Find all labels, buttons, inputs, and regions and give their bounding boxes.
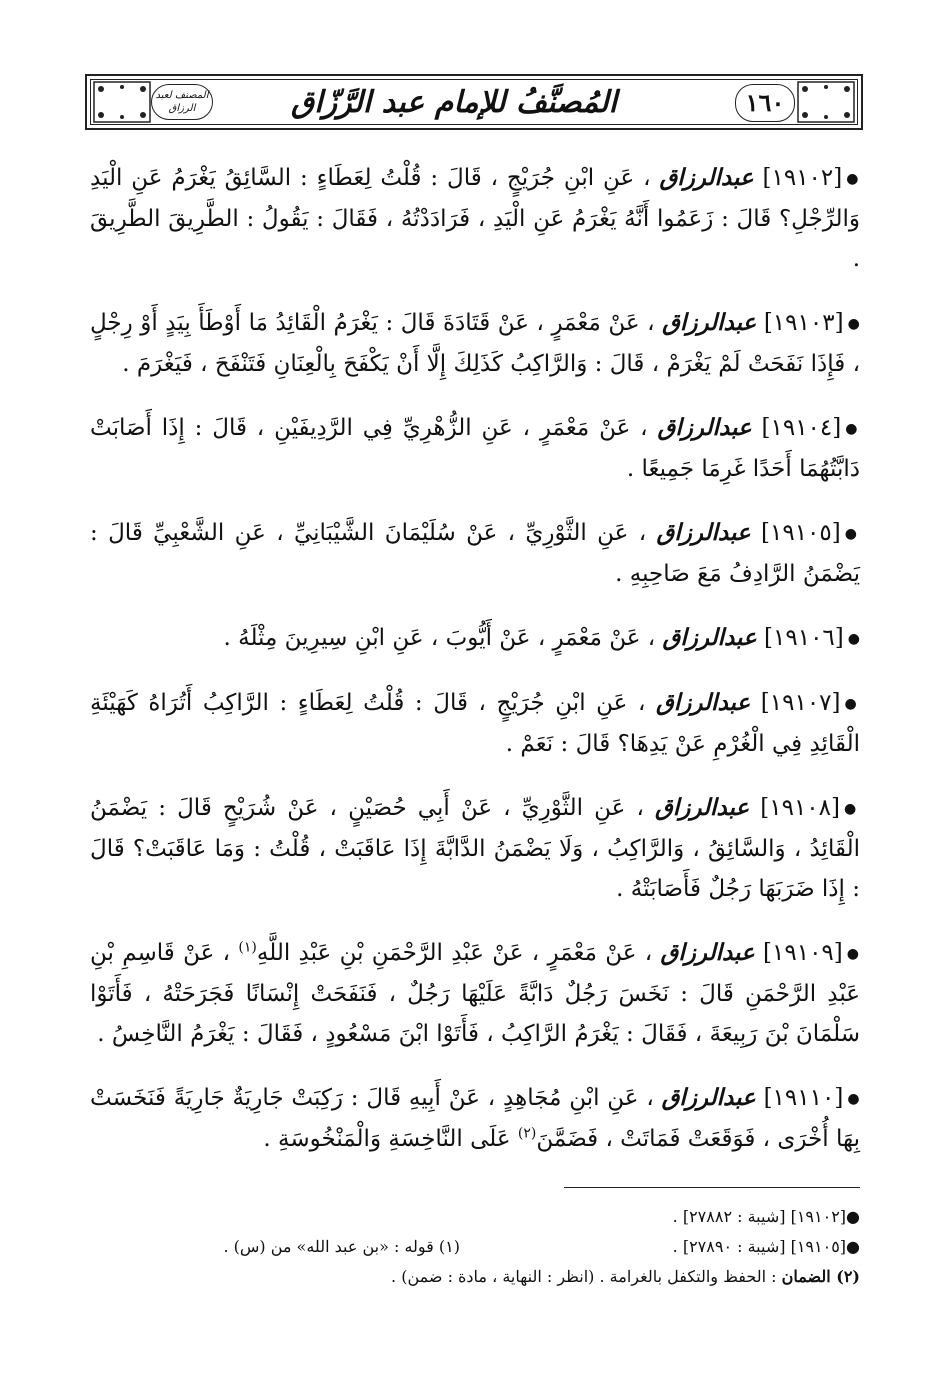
- hadith-entry: [90, 683, 860, 764]
- header-title: المُصنَّفُ للإمام عبد الرَّزّاق: [291, 85, 617, 120]
- hadith-entry: [90, 618, 860, 659]
- bullet-icon: ●: [845, 421, 861, 437]
- entry-text: ، عَنِ الثَّوْرِيِّ ، عَنْ سُلَيْمَانَ الشَّيْبَانِيِّ ، عَنِ الشَّعْبِيِّ قَالَ : يَضْمَنُ الرَّادِفُ مَعَ صَاحِبِهِ .: [90, 520, 860, 587]
- source-reference: [673, 1232, 860, 1262]
- entry-number: [١٩١٠٨]: [760, 795, 841, 821]
- entry-number: [١٩١٠٦]: [764, 625, 844, 651]
- entry-author: عبدالرزاق: [662, 624, 757, 651]
- entry-number: [١٩١١٠]: [763, 1085, 844, 1111]
- entry-text: ، عَنِ ابْنِ جُرَيْجٍ ، قَالَ : قُلْتُ لِعَطَاءٍ : السَّائِقُ يَغْرَمُ عَنِ الْيَدِ وَالرِّجْلِ؟ قَالَ : زَعَمُوا أَنَّهُ يَغْرَمُ عَنِ الْيَدِ ، فَرَادَدْتُهُ ، فَقَالَ : يَقُولُ : الطَّرِيقَ الطَّرِيقَ .: [90, 165, 860, 272]
- entry-text: ، عَنِ الثَّوْرِيِّ ، عَنْ أَبِي حُصَيْنٍ ، عَنْ شُرَيْحٍ قَالَ : يَضْمَنُ الْقَائِدُ ، وَالسَّائِقُ ، وَالرَّاكِبُ ، وَلَا يَضْمَنُ الدَّابَّةَ إِذَا عَاقَبَتْ ، قُلْتُ : وَمَا عَاقَبَتْ؟ قَالَ : إِذَا ضَرَبَهَا رَجُلٌ فَأَصَابَتْهُ .: [90, 795, 860, 902]
- footnote-separator: [564, 1187, 860, 1188]
- footnote-1: (١) قوله : «بن عبد الله» من (س) .: [223, 1237, 460, 1256]
- footnote-2-text: : الحفظ والتكفل بالغرامة . (انظر : النهاية ، مادة : ضمن) .: [391, 1267, 777, 1286]
- hadith-entry: [90, 303, 860, 384]
- bullet-icon: ●: [847, 316, 860, 332]
- entry-author: عبدالرزاق: [659, 164, 754, 191]
- entry-text: ، عَنْ مَعْمَرٍ ، عَنْ قَتَادَةَ قَالَ : يَغْرَمُ الْقَائِدُ مَا أَوْطَأَ بِيَدٍ أَوْ رِجْلٍ ، فَإِذَا نَفَحَتْ لَمْ يَغْرَمْ ، قَالَ : وَالرَّاكِبُ كَذَلِكَ إِلَّا أَنْ يَكْفَحَ بِالْعِنَانِ فَتَنْفَحَ ، فَيَغْرَمَ .: [90, 310, 860, 377]
- entry-author: عبدالرزاق: [657, 414, 752, 441]
- hadith-entry: [90, 158, 860, 279]
- hadith-entry: [90, 933, 860, 1054]
- entry-text: ، عَنْ مَعْمَرٍ ، عَنْ أَيُّوبَ ، عَنِ ابْنِ سِيرِينَ مِثْلَهُ .: [223, 625, 656, 651]
- running-header: [85, 74, 863, 130]
- source-reference: [673, 1202, 860, 1232]
- entry-number: [١٩١٠٩]: [763, 940, 843, 966]
- bullet-icon: ●: [847, 631, 860, 647]
- bullet-icon: ●: [846, 1207, 860, 1226]
- bullet-icon: ●: [844, 526, 861, 542]
- hadith-entry: [90, 1078, 860, 1159]
- entry-number: [١٩١٠٣]: [763, 310, 844, 336]
- entry-author: عبدالرزاق: [662, 309, 757, 336]
- hadith-entry: [90, 408, 860, 489]
- bullet-icon: ●: [846, 946, 860, 962]
- entry-text: ، عَنِ ابْنِ مُجَاهِدٍ ، عَنْ أَبِيهِ قَالَ : رَكِبَتْ جَارِيَةٌ جَارِيَةً فَنَخَسَتْ بِهَا أُخْرَى ، فَوَقَعَتْ فَمَاتَتْ ، فَضَمَّنَ: [90, 1085, 860, 1152]
- entry-text: ، عَنْ مَعْمَرٍ ، عَنِ الزُّهْرِيِّ فِي الرَّدِيفَيْنِ ، قَالَ : إِذَا أَصَابَتْ دَابَّتُهُمَا أَحَدًا غَرِمَا جَمِيعًا .: [90, 415, 860, 482]
- entry-author: عبدالرزاق: [661, 1084, 756, 1111]
- footnote-row: [90, 1202, 860, 1232]
- entry-number: [١٩١٠٧]: [760, 690, 841, 716]
- source-reference-text: [١٩١٠٥] [شيبة : ٢٧٨٩٠] .: [672, 1237, 847, 1256]
- ornament-right-icon: [797, 81, 855, 123]
- entry-number: [١٩١٠٥]: [761, 520, 841, 546]
- bullet-icon: ●: [844, 696, 861, 712]
- hadith-list: [90, 158, 860, 1183]
- header-emblem: المصنف لعبد الرزاق: [151, 84, 213, 120]
- source-reference-text: [١٩١٠٢] [شيبة : ٢٧٨٨٢] .: [672, 1207, 847, 1226]
- footnote-reference[interactable]: (١): [238, 939, 257, 956]
- entry-author: عبدالرزاق: [656, 519, 751, 546]
- page-number: ١٦٠: [735, 84, 795, 122]
- entry-author: عبدالرزاق: [656, 689, 751, 716]
- bullet-icon: ●: [844, 801, 861, 817]
- footnote-row: [90, 1232, 860, 1262]
- entry-text-continued: عَلَى النَّاخِسَةِ وَالْمَنْخُوسَةِ .: [263, 1126, 511, 1152]
- hadith-entry: [90, 513, 860, 594]
- footnote-reference[interactable]: (٢): [517, 1125, 537, 1142]
- bullet-icon: ●: [846, 171, 861, 187]
- hadith-entry: [90, 788, 860, 909]
- entry-text-continued: ، عَنْ قَاسِمِ بْنِ عَبْدِ الرَّحْمَنِ قَالَ : نَخَسَ رَجُلٌ دَابَّةً عَلَيْهَا رَجُلٌ ، فَنَفَحَتْ إِنْسَانًا فَجَرَحَتْهُ ، فَأَتَوْا سَلْمَانَ بْنَ رَبِيعَةَ ، فَقَالَ : يَغْرَمُ الرَّاكِبُ ، فَأَتَوْا ابْنَ مَسْعُودٍ ، فَقَالَ : يَغْرَمُ النَّاخِسُ .: [90, 940, 860, 1047]
- footnotes: [90, 1202, 860, 1292]
- ornament-left-icon: [93, 81, 151, 123]
- entry-number: [١٩١٠٢]: [762, 165, 843, 191]
- entry-text: ، عَنِ ابْنِ جُرَيْجٍ ، قَالَ : قُلْتُ لِعَطَاءٍ : الرَّاكِبُ أَتُرَاهُ كَهَيْئَةِ الْقَائِدِ فِي الْغُرْمِ عَنْ يَدِهَا؟ قَالَ : نَعَمْ .: [90, 690, 860, 757]
- footnote-2-label: (٢) الضمان: [781, 1267, 860, 1286]
- bullet-icon: ●: [846, 1237, 860, 1256]
- entry-author: عبدالرزاق: [660, 939, 755, 966]
- entry-text: ، عَنْ مَعْمَرٍ ، عَنْ عَبْدِ الرَّحْمَنِ بْنِ عَبْدِ اللَّهِ: [256, 940, 653, 966]
- footnote-2: [391, 1262, 860, 1292]
- entry-number: [١٩١٠٤]: [761, 415, 842, 441]
- bullet-icon: ●: [847, 1091, 861, 1107]
- entry-author: عبدالرزاق: [654, 794, 750, 821]
- footnote-row: [90, 1262, 860, 1292]
